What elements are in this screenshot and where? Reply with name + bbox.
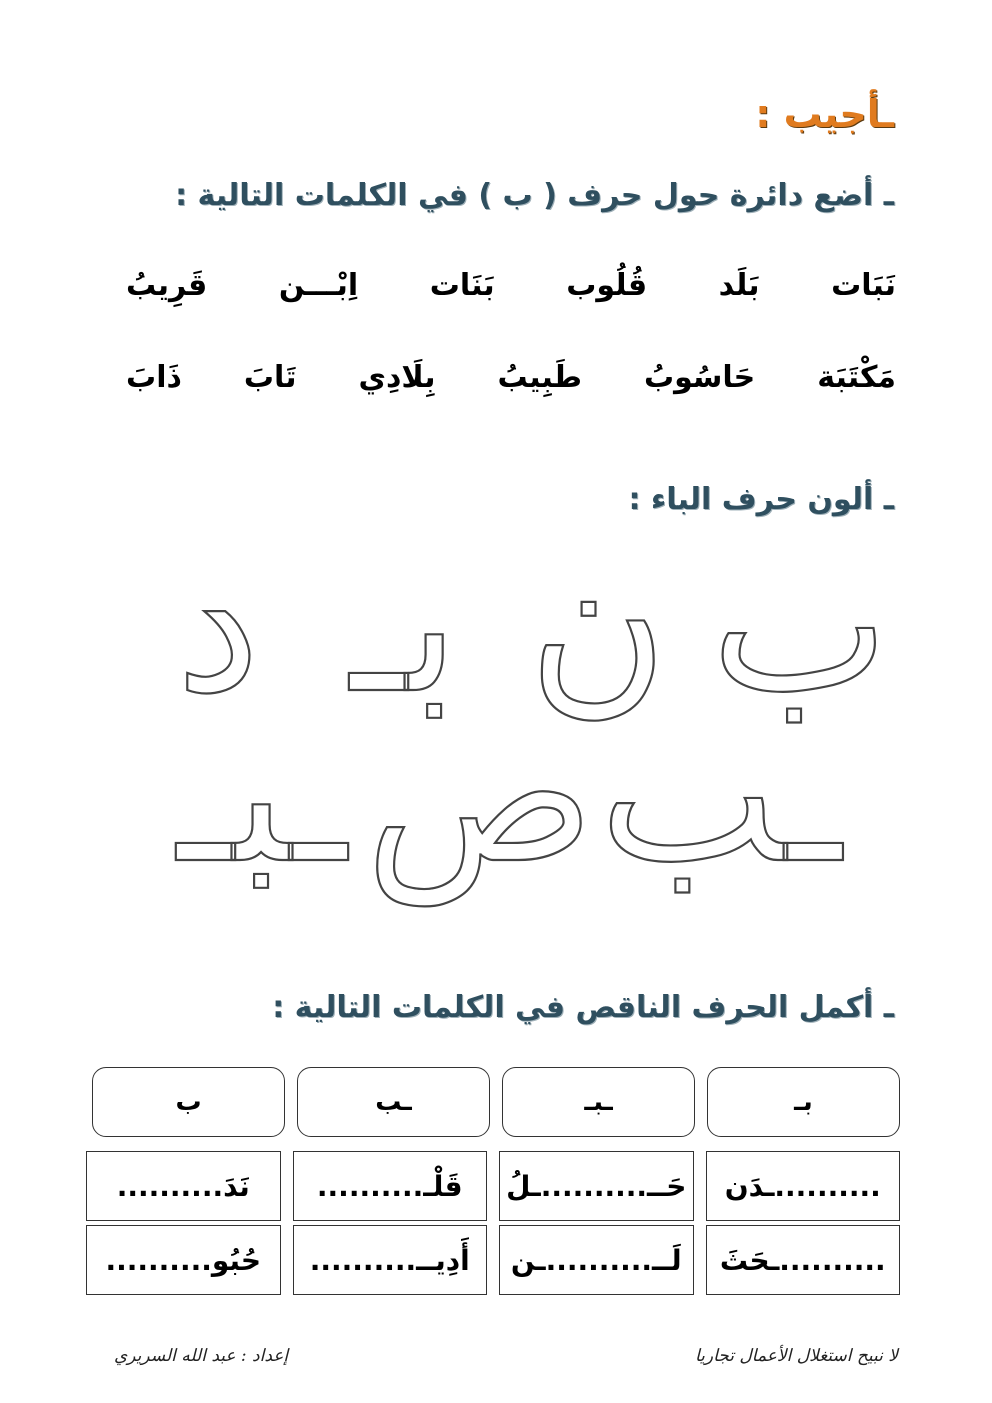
- letter-form: بـ: [707, 1067, 900, 1137]
- footer-author: إعداد : عبد الله السريري: [114, 1346, 289, 1366]
- word: طَبِيبُ: [497, 360, 582, 395]
- completion-grid: [86, 1067, 900, 1299]
- word: اِبْـــن: [278, 268, 359, 303]
- outline-letter[interactable]: ـب: [598, 684, 842, 905]
- fill-cell[interactable]: حَــ..........ـلُ: [499, 1151, 694, 1221]
- word: حَاسُوبُ: [643, 360, 756, 395]
- section-title-color: ـ ألون حرف الباء :: [628, 482, 894, 517]
- page-title: ـأجيب :: [755, 92, 894, 136]
- word: مَكْتَبَة: [817, 360, 896, 395]
- outline-letter[interactable]: ص: [365, 684, 595, 905]
- word: بَنَات: [429, 268, 495, 303]
- section-title-circle: ـ أضع دائرة حول حرف ( ب ) في الكلمات التالية :: [175, 178, 894, 213]
- word-row-1: [126, 268, 896, 303]
- letter-form: ـبـ: [502, 1067, 695, 1137]
- word: بِلَادِي: [358, 360, 436, 395]
- fill-cell[interactable]: لَــ..........ـن: [499, 1225, 694, 1295]
- word: بَلَد: [718, 268, 760, 303]
- fill-cell[interactable]: قَلْـ..........: [293, 1151, 488, 1221]
- outline-letter[interactable]: بـ: [350, 560, 460, 735]
- word: تَابَ: [243, 360, 297, 395]
- fill-cell[interactable]: أَدِيــ..........: [293, 1225, 488, 1295]
- fill-cell[interactable]: ..........ـدَن: [706, 1151, 901, 1221]
- letter-form: ب: [92, 1067, 285, 1137]
- letter-form: ـب: [297, 1067, 490, 1137]
- outline-letter[interactable]: ن: [528, 560, 668, 735]
- fill-cell[interactable]: ..........ـحَثَ: [706, 1225, 901, 1295]
- fill-cell[interactable]: حُبُو..........: [86, 1225, 281, 1295]
- fill-row-2: [86, 1225, 900, 1295]
- footer-note: لا نبيح استغلال الأعمال تجاريا: [695, 1346, 898, 1366]
- word: نَبَات: [831, 268, 896, 303]
- outline-letter[interactable]: ب: [710, 560, 890, 735]
- outline-letter[interactable]: د: [175, 560, 261, 735]
- fill-row-1: [86, 1151, 900, 1221]
- word: قُلُوب: [566, 268, 648, 303]
- outline-letter[interactable]: ـبـ: [177, 684, 347, 905]
- outline-letters: [0, 560, 992, 940]
- section-title-complete: ـ أكمل الحرف الناقص في الكلمات التالية :: [272, 990, 894, 1025]
- word: قَرِيبُ: [126, 268, 208, 303]
- fill-cell[interactable]: نَدَ..........: [86, 1151, 281, 1221]
- word: ذَابَ: [126, 360, 182, 395]
- word-row-2: [126, 360, 896, 395]
- letter-forms-row: [86, 1067, 900, 1137]
